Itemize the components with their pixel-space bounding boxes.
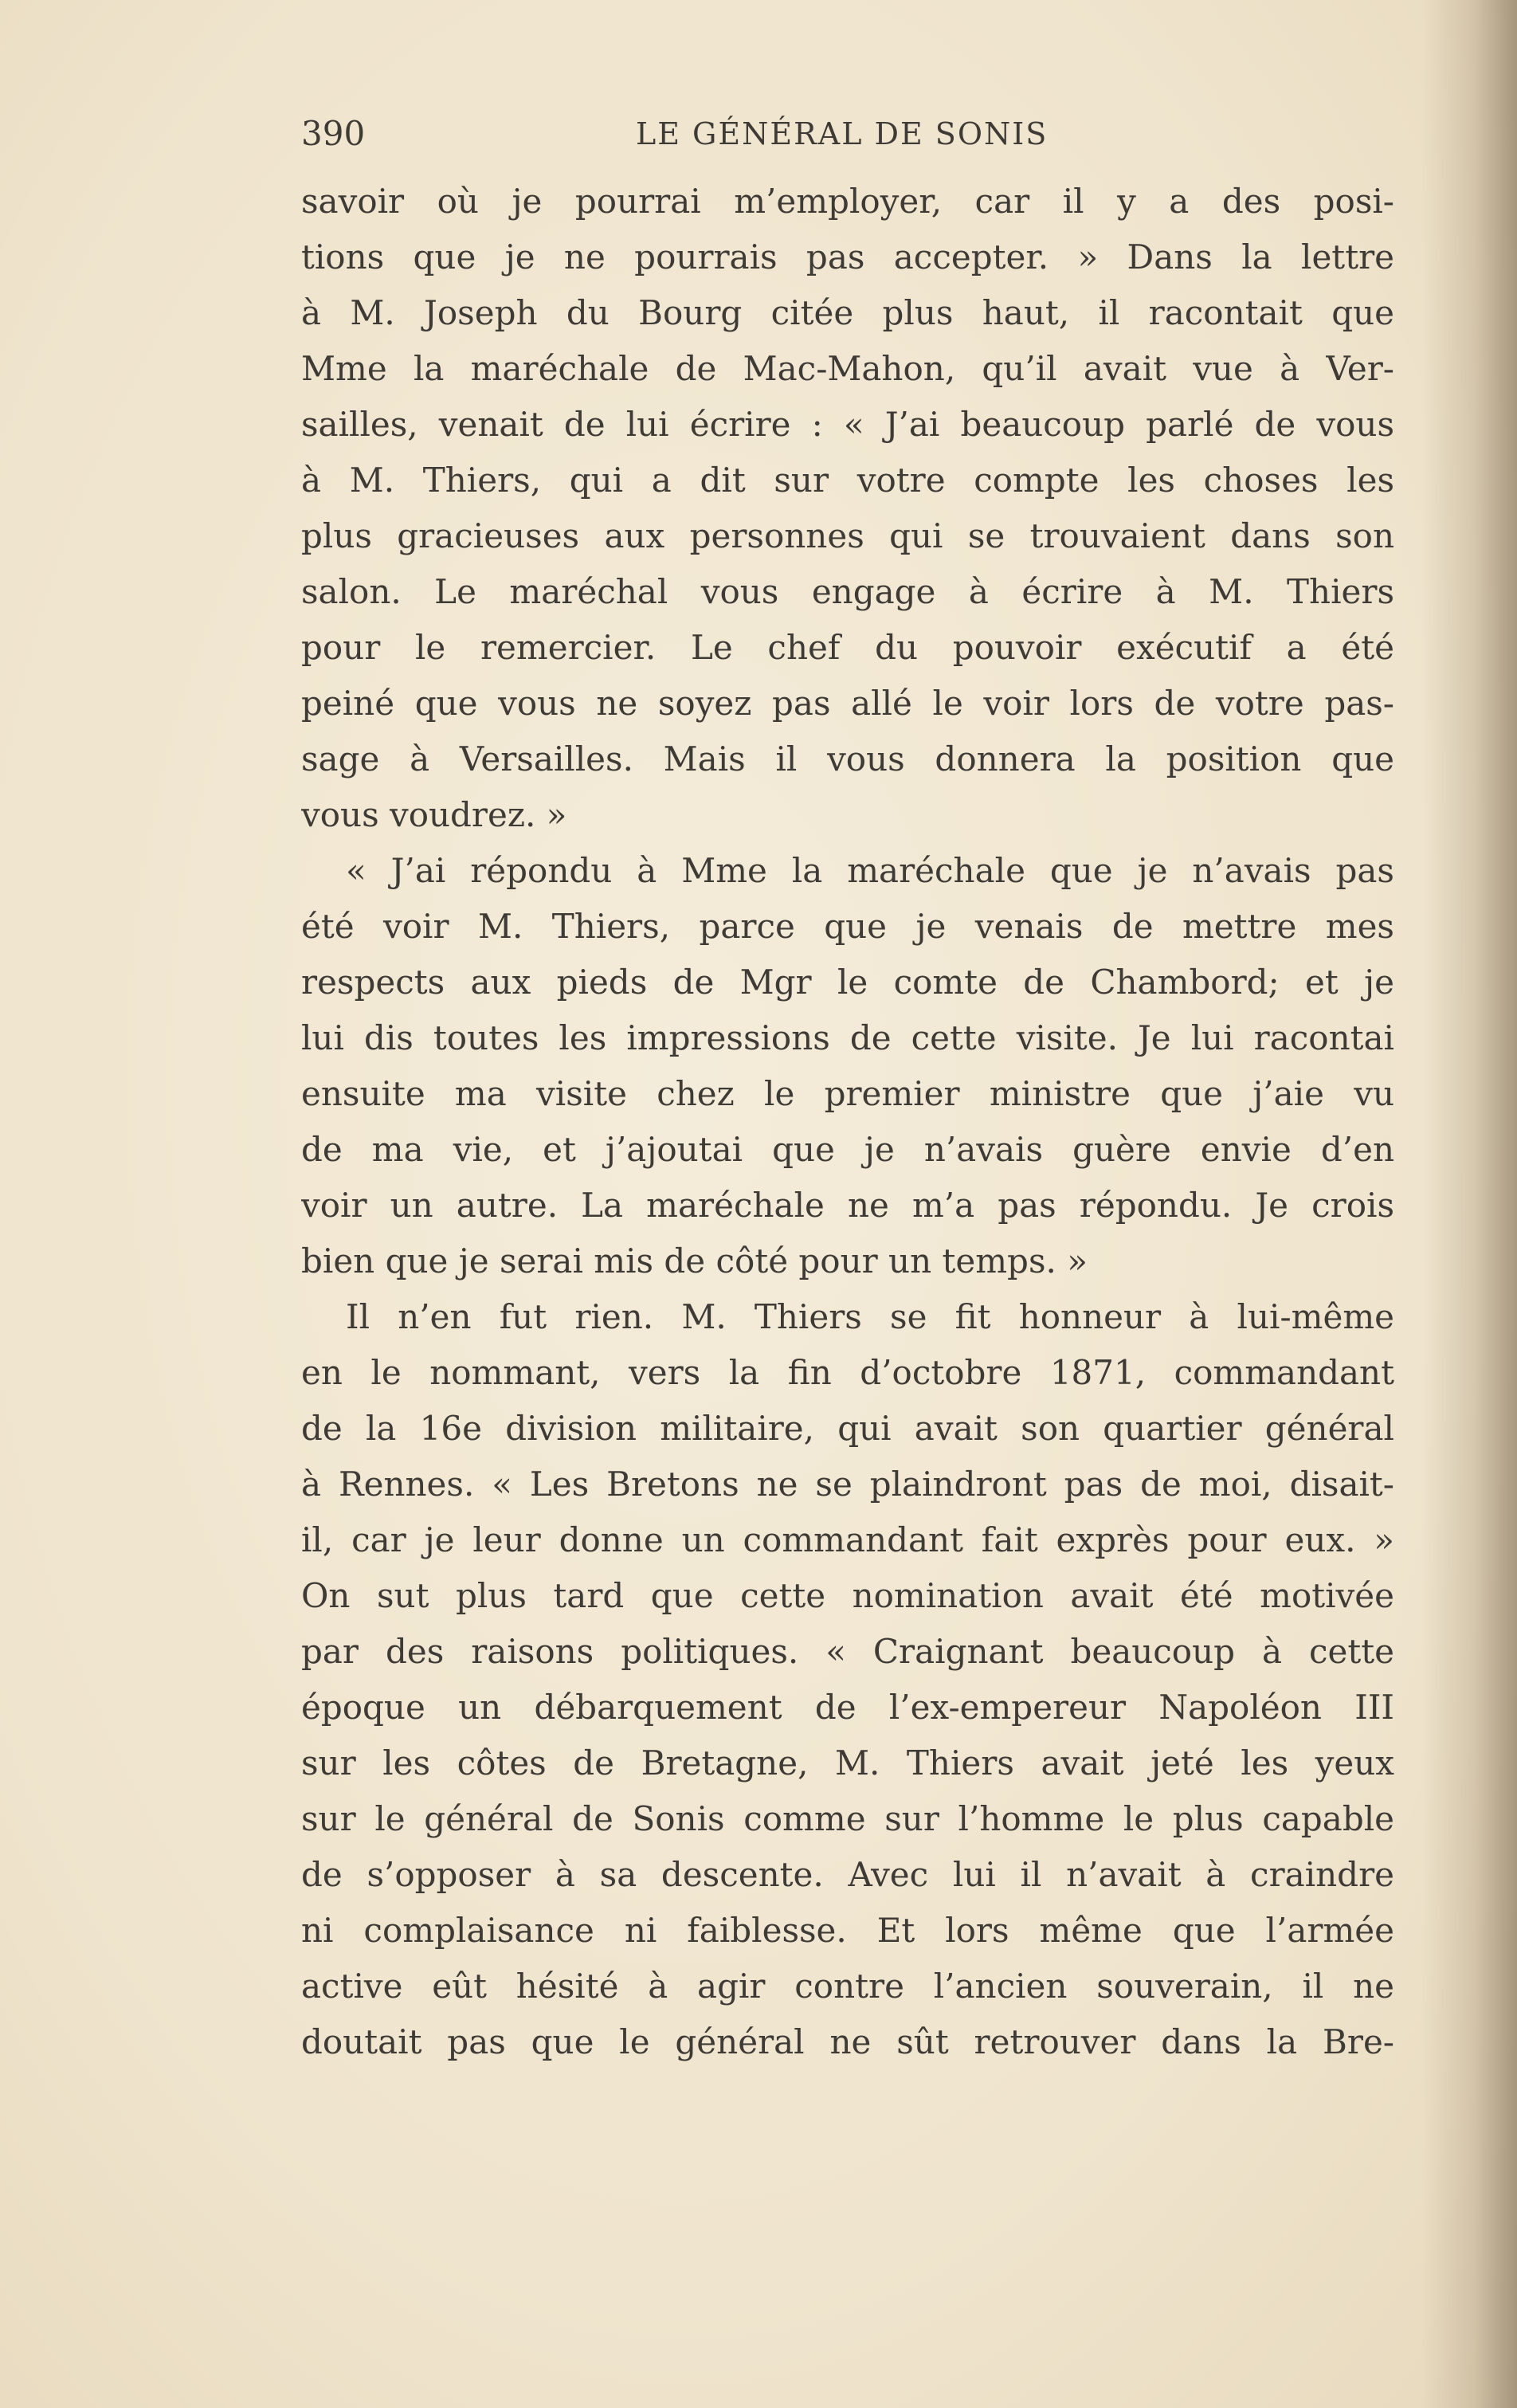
text-line: On sut plus tard que cette nomination avait été motivée xyxy=(301,1576,1394,1615)
page-header xyxy=(301,110,1394,158)
text-line: respects aux pieds de Mgr le comte de Chambord; et je xyxy=(301,963,1394,1002)
text-line: ensuite ma visite chez le premier ministre que j’aie vu xyxy=(301,1074,1394,1113)
text-line: ni complaisance ni faiblesse. Et lors même que l’armée xyxy=(301,1911,1394,1950)
text-line: « J’ai répondu à Mme la maréchale que je n’avais pas xyxy=(346,851,1394,890)
text-line: Mme la maréchale de Mac-Mahon, qu’il avait vue à Ver- xyxy=(301,349,1394,388)
text-line: plus gracieuses aux personnes qui se trouvaient dans son xyxy=(301,516,1394,555)
page-number: 390 xyxy=(301,114,366,153)
text-line: par des raisons politiques. « Craignant beaucoup à cette xyxy=(301,1632,1394,1671)
text-line: tions que je ne pourrais pas accepter. » Dans la lettre xyxy=(301,237,1394,276)
text-line: sur les côtes de Bretagne, M. Thiers avait jeté les yeux xyxy=(301,1743,1394,1782)
text-line: pour le remercier. Le chef du pouvoir exécutif a été xyxy=(301,628,1394,667)
spine-shadow xyxy=(1421,0,1517,2408)
text-line: de s’opposer à sa descente. Avec lui il n’avait à craindre xyxy=(301,1855,1394,1894)
text-line: été voir M. Thiers, parce que je venais de mettre mes xyxy=(301,907,1394,946)
text-line: Il n’en fut rien. M. Thiers se fit honneur à lui-même xyxy=(346,1297,1394,1336)
text-line: voir un autre. La maréchale ne m’a pas répondu. Je crois xyxy=(301,1186,1394,1225)
text-line: à M. Thiers, qui a dit sur votre compte les choses les xyxy=(301,461,1394,500)
text-line: sailles, venait de lui écrire : « J’ai beaucoup parlé de vous xyxy=(301,405,1394,444)
running-title: LE GÉNÉRAL DE SONIS xyxy=(636,116,1049,151)
text-line: de la 16e division militaire, qui avait son quartier général xyxy=(301,1409,1394,1448)
text-line: époque un débarquement de l’ex-empereur Napoléon III xyxy=(301,1688,1394,1727)
text-line: doutait pas que le général ne sût retrouver dans la Bre- xyxy=(301,2022,1394,2061)
text-line: salon. Le maréchal vous engage à écrire à M. Thiers xyxy=(301,572,1394,611)
text-line: il, car je leur donne un commandant fait exprès pour eux. » xyxy=(301,1520,1394,1559)
text-line: en le nommant, vers la fin d’octobre 1871, commandant xyxy=(301,1353,1394,1392)
text-line: à Rennes. « Les Bretons ne se plaindront pas de moi, disait- xyxy=(301,1465,1394,1504)
text-line: active eût hésité à agir contre l’ancien souverain, il ne xyxy=(301,1967,1394,2006)
body-text xyxy=(301,174,1394,2070)
text-line: sage à Versailles. Mais il vous donnera la position que xyxy=(301,739,1394,778)
text-line: bien que je serai mis de côté pour un temps. » xyxy=(301,1241,1088,1280)
text-line: à M. Joseph du Bourg citée plus haut, il racontait que xyxy=(301,293,1394,332)
text-line: peiné que vous ne soyez pas allé le voir lors de votre pas- xyxy=(301,684,1394,723)
text-line: vous voudrez. » xyxy=(301,795,567,834)
text-line: de ma vie, et j’ajoutai que je n’avais guère envie d’en xyxy=(301,1130,1394,1169)
text-line: savoir où je pourrai m’employer, car il y a des posi- xyxy=(301,182,1394,221)
text-line: sur le général de Sonis comme sur l’homme le plus capable xyxy=(301,1799,1394,1838)
text-line: lui dis toutes les impressions de cette visite. Je lui racontai xyxy=(301,1018,1394,1057)
